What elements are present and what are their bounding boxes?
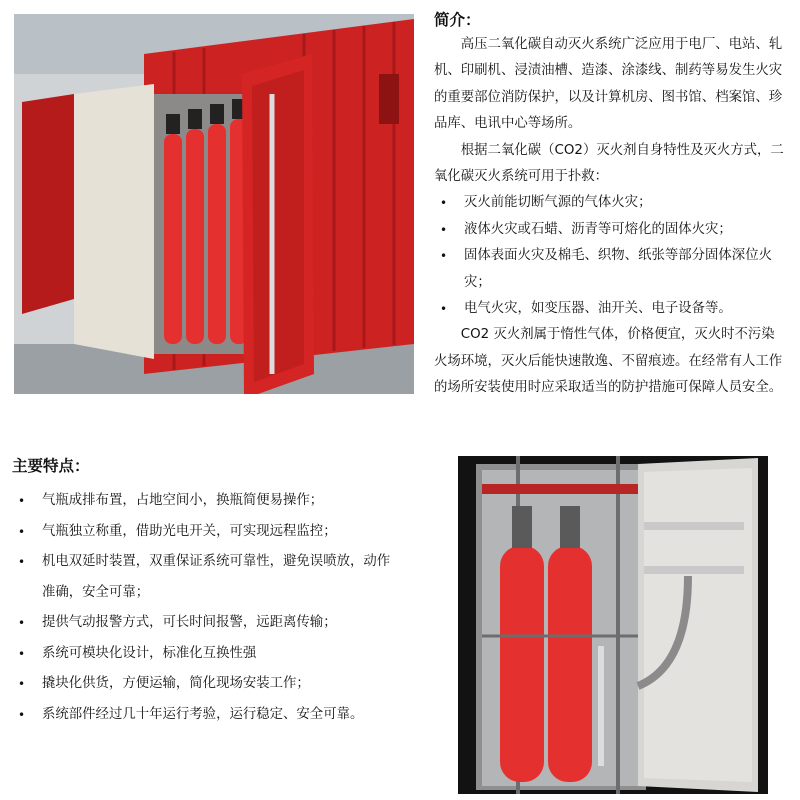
intro-paragraph-2: 根据二氧化碳（CO2）灭火剂自身特性及灭火方式，二氧化碳灭火系统可用于扑救：: [434, 142, 784, 185]
features-title: 主要特点：: [12, 457, 90, 475]
intro-paragraph-1: 高压二氧化碳自动灭火系统广泛应用于电厂、电站、轧机、印刷机、浸渍油槽、造漆、涂漆线、制药等易发生火灾的重要部位消防保护，以及计算机房、图书馆、档案馆、珍品库、电讯中心等场所。: [434, 37, 783, 132]
features-list: [12, 486, 392, 730]
intro-title: 简介：: [434, 11, 481, 29]
list-item: • 系统部件经过几十年运行考验，运行稳定、安全可靠。: [12, 700, 392, 731]
cylinder-cabinet-photo: [458, 456, 768, 794]
intro-paragraph-3: CO2 灭火剂属于惰性气体，价格便宜，灭火时不污染火场环境，灭火后能快速散逸、不留痕迹。在经常有人工作的场所安装使用时应采取适当的防护措施可保障人员安全。: [434, 327, 783, 396]
list-item: • 灭火前能切断气源的气体火灾；: [434, 190, 786, 216]
list-item: • 液体火灾或石蜡、沥青等可熔化的固体火灾；: [434, 217, 786, 243]
list-item: • 系统可模块化设计，标准化互换性强: [12, 639, 392, 670]
list-item: • 撬块化供货，方便运输，简化现场安装工作；: [12, 669, 392, 700]
list-item: • 气瓶独立称重，借助光电开关，可实现远程监控；: [12, 517, 392, 548]
intro-section: [434, 8, 786, 402]
list-item: • 提供气动报警方式，可长时间报警，远距离传输；: [12, 608, 392, 639]
list-item: • 气瓶成排布置，占地空间小，换瓶简便易操作；: [12, 486, 392, 517]
extinguish-list: [434, 190, 786, 322]
list-item: • 固体表面火灾及棉毛、织物、纸张等部分固体深位火灾；: [434, 243, 786, 296]
features-section: [12, 454, 392, 730]
list-item: • 电气火灾，如变压器、油开关、电子设备等。: [434, 296, 786, 322]
list-item: • 机电双延时装置，双重保证系统可靠性，避免误喷放，动作准确，安全可靠；: [12, 547, 392, 608]
fire-container-photo: [14, 14, 414, 394]
